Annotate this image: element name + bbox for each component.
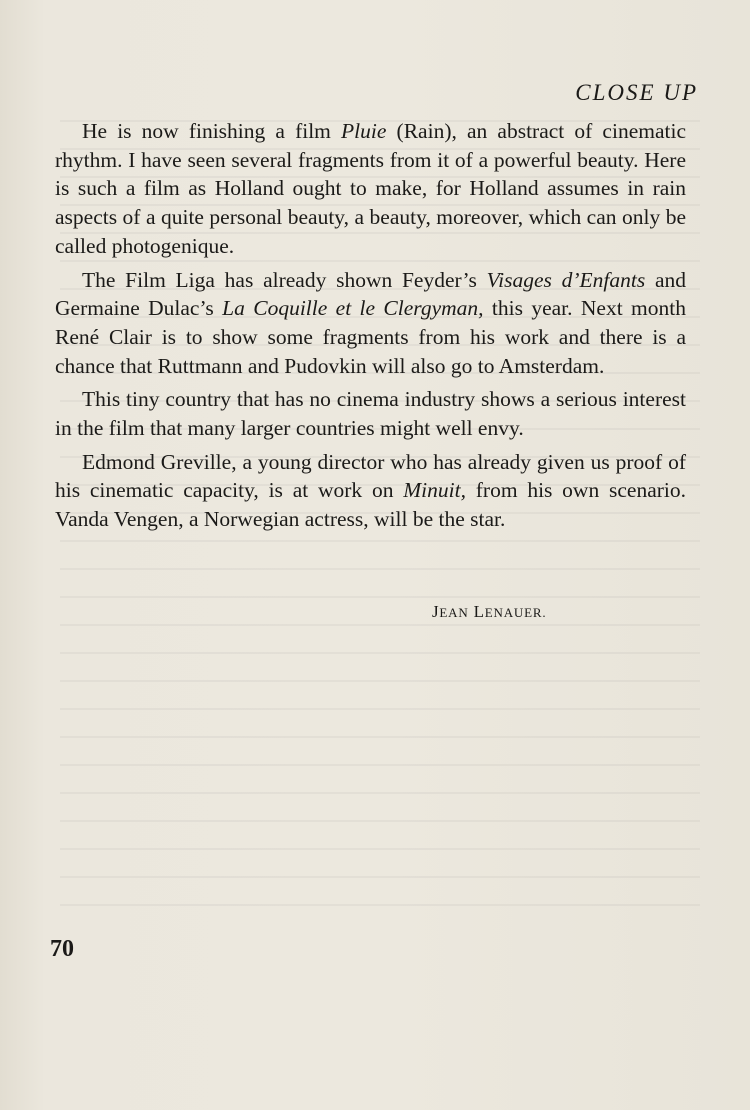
text-run: from his own scenario. Vanda Vengen, a Norwegian actress, will be the star. xyxy=(55,478,686,532)
text-run: He is now finishing a film xyxy=(82,119,342,143)
article-body xyxy=(55,117,686,539)
author-signature xyxy=(432,602,546,622)
author-name: JEAN LENAUER. xyxy=(432,602,547,621)
page-number: 70 xyxy=(50,936,74,962)
paragraph-2 xyxy=(55,266,686,381)
text-run: This tiny country that has no cinema industry shows a serious interest in the film that many larger countries might well envy. xyxy=(55,387,686,441)
text-run: and Germaine Dulac’s xyxy=(55,267,686,321)
text-run: Edmond Greville, a young director who has already given us proof of his cinematic capacity, is at work on xyxy=(55,449,686,503)
paragraph-4 xyxy=(55,448,686,534)
running-head: CLOSE UP xyxy=(575,80,698,105)
paragraph-1 xyxy=(55,117,686,261)
text-run: The Film Liga has already shown Feyder’s xyxy=(82,267,487,292)
italic-title: Pluie xyxy=(341,119,387,143)
italic-title: La Coquille et le Clergyman, xyxy=(222,296,484,321)
paragraph-3 xyxy=(55,385,686,442)
text-run: (Rain), an abstract of cinematic rhythm. I have seen several fragments from it of a powerful beauty. Here is such a film as Holland ought to make, for Holland assumes in rain aspects of a quite personal beauty, a beauty, moreover, which can only be called photogenique. xyxy=(55,119,686,258)
italic-title: Minuit, xyxy=(403,478,466,503)
italic-title: Visages d’Enfants xyxy=(486,267,646,292)
text-run: this year. Next month René Clair is to show some fragments from his work and there is a chance that Ruttmann and Pudovkin will also go to Amsterdam. xyxy=(55,296,686,378)
